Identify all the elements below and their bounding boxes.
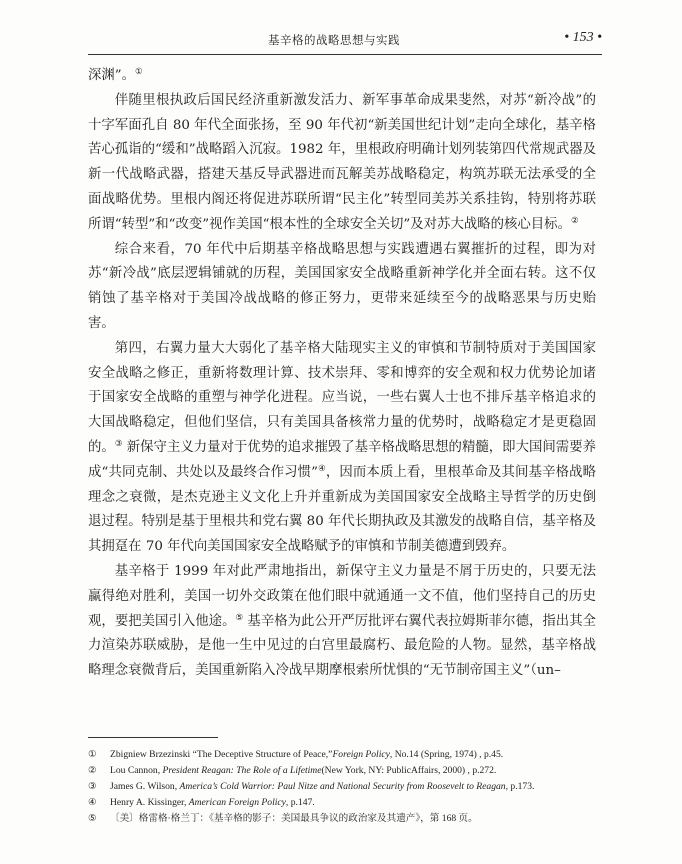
footnote [88,747,608,763]
paragraph [88,337,596,560]
footnote-text: , p.173. [505,781,535,792]
paragraph-text: 深渊”。 [88,68,136,83]
footnote-text: James G. Wilson, [110,781,180,792]
paragraph [88,560,596,684]
footnote-ref[interactable]: ① [135,67,143,77]
paragraph-text: 综合来看，70 年代中后期基辛格战略思想与实践遭遇右翼摧折的过程，即为对苏“新冷战”底层逻辑铺就的历程，美国国家安全战略重新神学化并全面右转。这不仅销蚀了基辛格对于美国冷战战略的修正努力，更带来延续至今的战略恶果与历史贻害。 [88,241,596,331]
footnote-title: Foreign Policy [332,749,390,760]
footnote [88,811,608,827]
paragraph-text: 基辛格于 1999 年对此严肃地指出，新保守主义力量是不屑于历史的，只要无法赢得绝对胜利，美国一切外交政策在他们眼中就通通一文不值，他们坚持自己的历史观，要把美国引入他途。 [88,563,596,629]
footnote-title: America’s Cold Warrior: Paul Nitze and National Security from Roosevelt to Reagan [179,781,506,792]
footnote-text: , No.14 (Spring, 1974) , p.45. [389,749,504,760]
footnote-ref[interactable]: ⑤ [235,612,244,623]
footnote-text: Zbigniew Brzezinski “The Deceptive Structure of Peace,” [110,749,333,760]
header-rule [88,54,602,55]
paragraph [88,64,596,89]
paragraph-text: 第四，右翼力量大大弱化了基辛格大陆现实主义的审慎和节制特质对于美国国家安全战略之修正，重新将数理计算、技术崇拜、零和博弈的安全观和权力优势论加诸于国家安全战略的重塑与神学化进程。应当说，一些右翼人士也不排斥基辛格追求的大国战略稳定，但他们坚信，只有美国具备核常力量的优势时，战略稳定才是更稳固的。 [88,340,596,455]
footnote-ref[interactable]: ③ [114,438,123,449]
paragraph-text: 基辛格为此公开严厉批评右翼代表拉姆斯菲尔德，指出其全力渲染苏联威胁，是他一生中见过的白宫里最腐朽、最危险的人物。显然，基辛格战略理念衰微背后，美国重新陷入冷战早期摩根索所忧惧的“无节制帝国主义”（un– [88,613,597,679]
footnote-marker: ④ [88,797,97,808]
footnote-ref[interactable]: ④ [318,463,326,474]
footnote-text: Henry A. Kissinger, [110,797,189,808]
page-header [88,30,602,50]
footnote-text: 〔美〕格雷格·格兰丁：《基辛格的影子：美国最具争议的政治家及其遗产》，第 168 页。 [110,813,478,824]
footnote [88,779,608,795]
footnote-title: American Foreign Policy [188,797,286,808]
footnote-title: President Reagan: The Role of a Lifetime [162,765,322,776]
footnote-marker: ① [88,749,97,760]
footnote-ref[interactable]: ② [570,215,579,226]
footnote-separator [88,737,218,738]
paragraph [88,89,596,238]
footnote-marker: ③ [88,781,97,792]
footnotes [88,747,608,827]
running-title: 基辛格的战略思想与实践 [268,33,400,47]
body-text [88,64,596,684]
paragraph-text: 伴随里根执政后国民经济重新激发活力、新军事革命成果斐然，对苏“新冷战”的十字军面孔自 80 年代全面张扬，至 90 年代初“新美国世纪计划”走向全球化，基辛格苦心孤诣的“缓和”战略蹈入沉寂。1982 年，里根政府明确计划列装第四代常规武器及新一代战略武器，搭建天基反导武器进而瓦解美苏战略稳定，构筑苏联无法承受的全面战略优势。里根内阁还将促进苏联所谓“民主化”转型同美苏关系挂钩，特别将苏联所谓“转型”和“改变”视作美国“根本性的全球安全关切”及对苏大战略的核心目标。 [88,92,596,232]
footnote-text: , p.147. [285,797,315,808]
footnote [88,763,608,779]
paragraph-text: ，因而本质上看，里根革命及其间基辛格战略理念之衰微，是杰克逊主义文化上升并重新成为美国国家安全战略主导哲学的历史倒退过程。特别是基于里根共和党右翼 80 年代长期执政及其激发的战略自信，基辛格及其拥趸在 70 年代向美国国家安全战略赋予的审慎和节制美德遭到毁弃。 [88,464,597,555]
footnote-text: (New York, NY: PublicAffairs, 2000) , p.272. [321,765,497,776]
page-number: • 153 • [564,30,602,45]
footnote [88,795,608,811]
footnote-marker: ⑤ [88,813,97,824]
paragraph-text: 新保守主义力量对于优势的追求摧毁了基辛格战略思想的精髓，即大国间需要养成“共同克制、共处以及最终合作习惯” [88,439,596,480]
paragraph [88,238,596,337]
footnote-text: Lou Cannon, [110,765,163,776]
footnote-marker: ② [88,765,97,776]
